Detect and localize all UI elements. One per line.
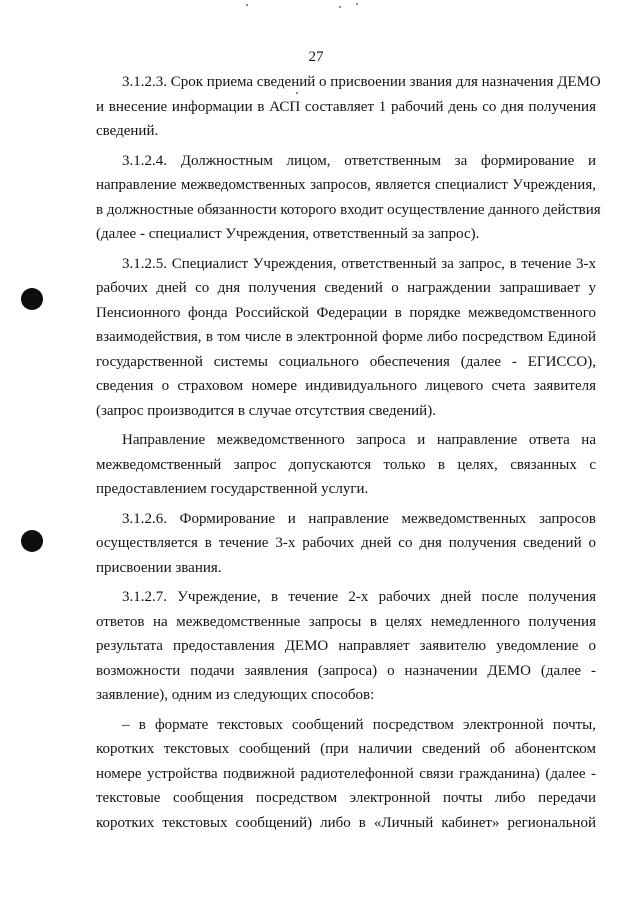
list-item (96, 713, 596, 836)
text-line: 3.1.2.7. Учреждение, в течение 2-х рабочих дней после получения (122, 589, 596, 605)
punch-hole (21, 530, 43, 552)
page-number: 27 (308, 49, 324, 65)
paragraph-3-1-2-4 (96, 149, 601, 247)
text-line: номере устройства подвижной радиотелефонной связи гражданина) (далее - (96, 765, 596, 782)
text-line: 3.1.2.4. Должностным лицом, ответственным за формирование и (122, 152, 596, 169)
text-line: возможности подачи заявления (запроса) о назначении ДЕМО (далее - (96, 662, 596, 679)
text-line: текстовые сообщения посредством электронной почты либо передачи (96, 790, 596, 806)
text-line: государственной системы социального обеспечения (далее - ЕГИССО), (96, 353, 596, 370)
paragraph-direction (96, 428, 596, 502)
scan-speck (339, 6, 341, 8)
text-line: взаимодействия, в том числе в электронной форме либо посредством Единой (96, 329, 596, 345)
text-line: предоставлением государственной услуги. (96, 481, 369, 497)
text-line: Пенсионного фонда Российской Федерации в порядке межведомственного (96, 304, 596, 321)
paragraph-3-1-2-6 (96, 507, 596, 581)
text-line: – в формате текстовых сообщений посредством электронной почты, (122, 716, 596, 733)
punch-hole (21, 288, 43, 310)
text-line: 3.1.2.3. Срок приема сведений о присвоении звания для назначения ДЕМО (122, 74, 601, 90)
text-line: 3.1.2.6. Формирование и направление межведомственных запросов (122, 510, 596, 527)
text-line: коротких текстовых сообщений (при наличии сведений об абонентском (96, 741, 596, 757)
text-line: заявление), одним из следующих способов: (96, 687, 375, 703)
scan-speck (246, 4, 248, 6)
text-line: рабочих дней со дня получения сведений о награждении запрашивает у (96, 280, 596, 296)
paragraph-3-1-2-5 (96, 252, 596, 424)
text-line: межведомственный запрос допускаются только в целях, связанных с (96, 456, 596, 473)
text-line: направление межведомственных запросов, является специалист Учреждения, (96, 177, 596, 193)
text-line: 3.1.2.5. Специалист Учреждения, ответственный за запрос, в течение 3-х (122, 255, 596, 272)
paragraph-3-1-2-3 (96, 70, 601, 144)
text-line: ответов на межведомственные запросы в целях немедленного получения (96, 613, 596, 630)
text-line: сведения о страховом номере индивидуального лицевого счета заявителя (96, 378, 596, 394)
text-line: и внесение информации в АСП составляет 1 рабочий день со дня получения (96, 98, 596, 115)
text-line: в должностные обязанности которого входит осуществление данного действия (96, 201, 601, 218)
text-line: (запрос производится в случае отсутствия сведений). (96, 402, 436, 419)
text-line: результата предоставления ДЕМО направляет заявителю уведомление о (96, 638, 596, 654)
text-line: присвоении звания. (96, 559, 222, 576)
text-line: осуществляется в течение 3-х рабочих дней со дня получения сведений о (96, 535, 596, 551)
text-line: Направление межведомственного запроса и направление ответа на (122, 432, 596, 448)
scan-speck (356, 3, 358, 5)
text-line: сведений. (96, 123, 159, 139)
document-body (96, 70, 601, 835)
text-line: (далее - специалист Учреждения, ответственный за запрос). (96, 226, 480, 242)
paragraph-3-1-2-7 (96, 585, 596, 708)
text-line: коротких текстовых сообщений) либо в «Личный кабинет» региональной (96, 814, 596, 831)
